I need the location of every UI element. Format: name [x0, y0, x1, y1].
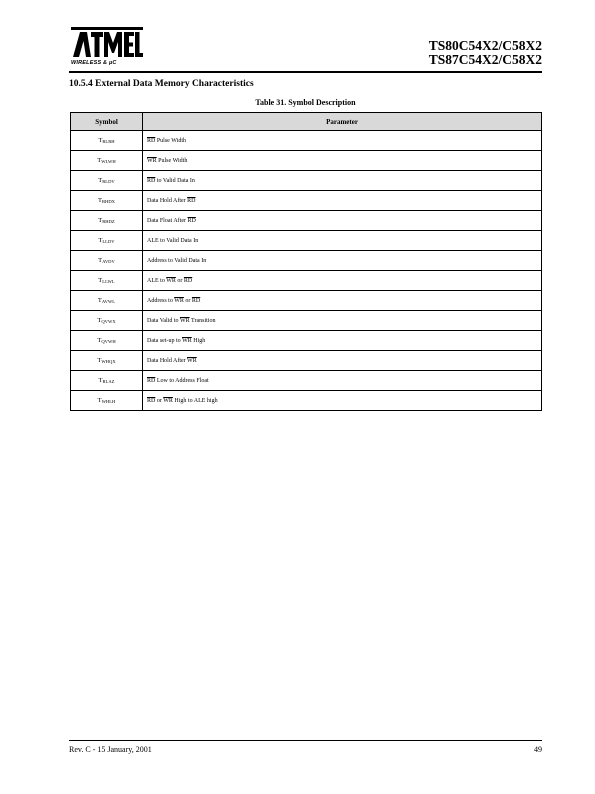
overlined-signal: $\overline{RD}$ — [191, 297, 201, 304]
overlined-signal: $\overline{WR}$ — [174, 297, 184, 304]
parameter-cell — [143, 131, 542, 151]
parameter-text: Data set-up to — [147, 337, 183, 344]
document-title-1: TS80C54X2/C58X2 — [428, 38, 542, 53]
overlined-signal: $\overline{RD}$ — [147, 377, 156, 384]
parameter-cell — [143, 371, 542, 391]
symbol-base: T — [98, 177, 103, 184]
symbol-subscript: WLWH — [101, 159, 116, 164]
symbol-subscript: WHLH — [101, 399, 116, 404]
table-row — [71, 331, 542, 351]
symbol-subscript: AVWL — [101, 299, 116, 304]
table-row — [71, 271, 542, 291]
symbol-base: T — [98, 217, 103, 224]
table-row — [71, 151, 542, 171]
symbol-description-table — [70, 112, 542, 411]
symbol-cell — [71, 391, 143, 411]
symbol-subscript: QVWH — [101, 339, 116, 344]
symbol-subscript: QVWX — [101, 319, 116, 324]
symbol-cell — [71, 311, 143, 331]
overlined-signal: $\overline{WR}$ — [147, 157, 157, 164]
table-row — [71, 291, 542, 311]
overlined-signal: $\overline{RD}$ — [147, 397, 156, 404]
overlined-signal: $\overline{WR}$ — [166, 277, 176, 284]
parameter-text: ALE to — [147, 277, 167, 284]
symbol-cell — [71, 371, 143, 391]
parameter-text: Data Float After — [147, 217, 188, 224]
footer-divider — [69, 740, 542, 741]
symbol-subscript: AVDV — [102, 259, 115, 264]
parameter-text: Address to Valid Data In — [147, 257, 207, 264]
symbol-base: T — [98, 137, 103, 144]
table-row — [71, 311, 542, 331]
overlined-signal: $\overline{WR}$ — [179, 317, 190, 324]
footer-revision: Rev. C - 15 January, 2001 — [69, 745, 152, 754]
symbol-cell — [71, 191, 143, 211]
parameter-cell — [143, 391, 542, 411]
atmel-logo-graphic — [71, 27, 143, 59]
parameter-cell — [143, 251, 542, 271]
table-caption: Table 31. Symbol Description — [255, 98, 356, 107]
symbol-subscript: RLAZ — [102, 379, 115, 384]
header-divider — [69, 71, 542, 73]
symbol-cell — [71, 231, 143, 251]
symbol-cell — [71, 171, 143, 191]
symbol-cell — [71, 331, 143, 351]
parameter-text: or — [183, 297, 192, 304]
symbol-subscript: WHQX — [101, 359, 116, 364]
symbol-cell — [71, 291, 143, 311]
table-row — [71, 191, 542, 211]
symbol-base: T — [97, 157, 102, 164]
atmel-logo — [71, 27, 143, 71]
table-row — [71, 391, 542, 411]
symbol-cell — [71, 351, 143, 371]
symbol-base: T — [98, 377, 103, 384]
overlined-signal: $\overline{RD}$ — [147, 137, 156, 144]
symbol-base: T — [98, 277, 103, 284]
symbol-base: T — [97, 317, 102, 324]
parameter-text: to Valid Data In — [155, 177, 195, 184]
parameter-cell — [143, 171, 542, 191]
parameter-text: or — [155, 397, 164, 404]
overlined-signal: $\overline{WR}$ — [182, 337, 192, 344]
symbol-base: T — [97, 297, 102, 304]
symbol-cell — [71, 251, 143, 271]
symbol-cell — [71, 151, 143, 171]
symbol-base: T — [97, 197, 102, 204]
logo-subtitle: WIRELESS & µC — [71, 60, 117, 66]
symbol-subscript: RHDX — [101, 199, 115, 204]
symbol-base: T — [97, 337, 102, 344]
symbol-subscript: RLRH — [102, 139, 115, 144]
table-header-row — [71, 113, 542, 131]
table-row — [71, 131, 542, 151]
document-title-2: TS87C54X2/C58X2 — [428, 52, 542, 67]
overlined-signal: $\overline{RD}$ — [187, 197, 196, 204]
symbol-base: T — [98, 257, 103, 264]
parameter-text: High — [191, 337, 206, 344]
parameter-text: Data Valid to — [147, 317, 180, 324]
table-row — [71, 171, 542, 191]
parameter-text: or — [175, 277, 184, 284]
parameter-text: Pulse Width — [156, 157, 188, 164]
parameter-cell — [143, 271, 542, 291]
symbol-subscript: LLWL — [102, 279, 115, 284]
symbol-subscript: RLDV — [102, 179, 115, 184]
symbol-subscript: RHDZ — [102, 219, 115, 224]
parameter-cell — [143, 231, 542, 251]
parameter-text: Data Hold After — [147, 197, 188, 204]
parameter-cell — [143, 211, 542, 231]
table-row — [71, 231, 542, 251]
parameter-text: Data Hold After — [147, 357, 188, 364]
symbol-cell — [71, 271, 143, 291]
parameter-cell — [143, 351, 542, 371]
parameter-text: Transition — [189, 317, 216, 324]
symbol-cell — [71, 211, 143, 231]
overlined-signal: $\overline{WR}$ — [187, 357, 197, 364]
symbol-base: T — [97, 357, 102, 364]
symbol-base: T — [97, 397, 102, 404]
parameter-cell — [143, 331, 542, 351]
symbol-subscript: LLDV — [102, 239, 115, 244]
overlined-signal: $\overline{RD}$ — [187, 217, 196, 224]
parameter-cell — [143, 291, 542, 311]
overlined-signal: $\overline{RD}$ — [183, 277, 193, 284]
overlined-signal: $\overline{WR}$ — [163, 397, 173, 404]
parameter-cell — [143, 151, 542, 171]
document-titles — [429, 39, 542, 67]
parameter-text: ALE to Valid Data In — [147, 237, 199, 244]
table-row — [71, 211, 542, 231]
column-header-parameter: Parameter — [143, 113, 542, 131]
table-row — [71, 351, 542, 371]
symbol-base: T — [98, 237, 103, 244]
parameter-cell — [143, 191, 542, 211]
overlined-signal: $\overline{RD}$ — [147, 177, 156, 184]
parameter-text: Address to — [147, 297, 175, 304]
page-number: 49 — [534, 745, 542, 754]
parameter-text: Low to Address Float — [155, 377, 209, 384]
symbol-cell — [71, 131, 143, 151]
table-row — [71, 251, 542, 271]
section-heading: 10.5.4 External Data Memory Characteristics — [69, 79, 254, 89]
parameter-text: Pulse Width — [155, 137, 186, 144]
parameter-text: High to ALE high — [172, 397, 218, 404]
column-header-symbol: Symbol — [71, 113, 143, 131]
table-row — [71, 371, 542, 391]
parameter-cell — [143, 311, 542, 331]
